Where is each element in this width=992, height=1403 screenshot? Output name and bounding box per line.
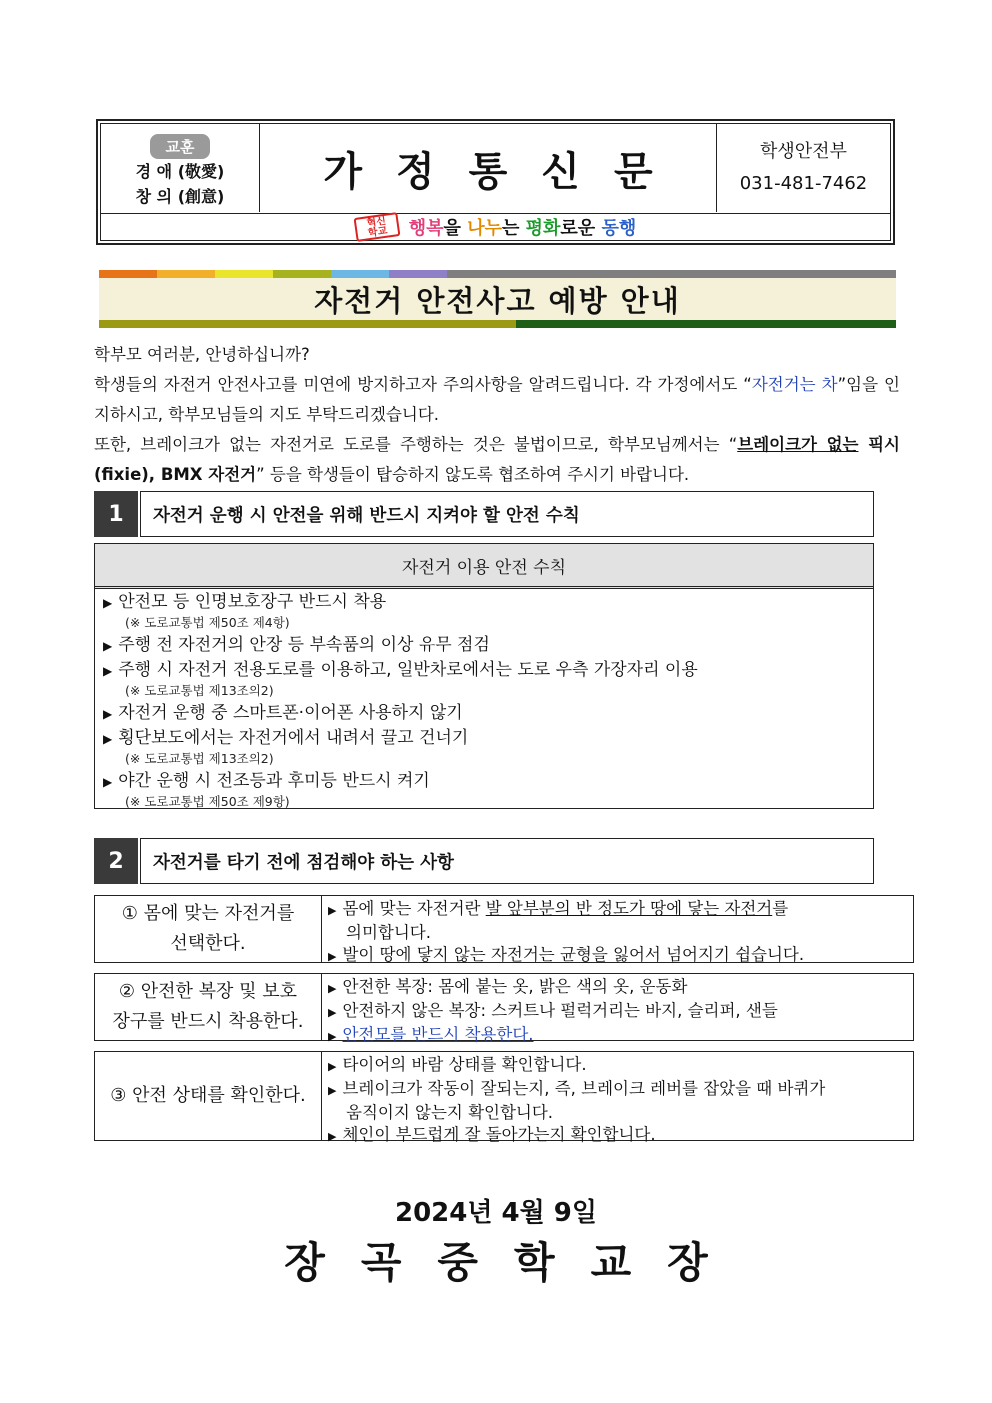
slogan-segment: 는 [501, 218, 526, 239]
school-principal: 장곡중학교장 [284, 1238, 744, 1287]
rule-note: (※ 도로교통법 제13조의2) [125, 683, 274, 698]
check-3-item-3 [328, 1124, 909, 1148]
safety-rules-table [94, 543, 874, 809]
check-3-label: ③ 안전 상태를 확인한다. [95, 1052, 322, 1140]
check-1-item-1-cont: 의미합니다. [346, 923, 431, 942]
rule-text: 주행 전 자전거의 안장 등 부속품의 이상 유무 점검 [118, 635, 490, 655]
check-2-item-1-text: 안전한 복장: 몸에 붙는 옷, 밝은 색의 옷, 운동화 [342, 977, 688, 996]
arrow-icon: ▶ [103, 664, 113, 678]
intro-p1-text-end: ”임을 인지하시고, 학부모님들의 지도 부탁드리겠습니다. [94, 375, 900, 424]
motto-line-2: 창 의 (創意) [135, 187, 225, 206]
arrow-icon: ▶ [103, 596, 113, 610]
rule-item [103, 727, 869, 750]
intro-highlight: 자전거는 차 [751, 375, 838, 394]
check-3-item-2 [328, 1078, 909, 1102]
rainbow-segment [447, 270, 896, 278]
arrow-icon: ▶ [328, 904, 337, 917]
rule-text: 횡단보도에서는 자전거에서 내려서 끌고 건너기 [118, 728, 469, 748]
rule-text: 야간 운행 시 전조등과 후미등 반드시 켜기 [118, 771, 430, 791]
safety-rules-list [103, 589, 869, 811]
check-2-label [95, 974, 322, 1040]
rule-item [103, 634, 869, 657]
check-1-label-line-2: 선택한다. [170, 933, 246, 954]
banner-bottom-bar [99, 320, 896, 328]
department-cell [717, 124, 890, 212]
check-2-label-line-2: 장구를 반드시 착용한다. [112, 1011, 304, 1032]
check-3-details [322, 1052, 913, 1144]
check-table-1 [94, 895, 914, 963]
check-3-item-1-text: 타이어의 바람 상태를 확인합니다. [342, 1055, 587, 1074]
section-2-title: 자전거를 타기 전에 점검해야 하는 사항 [140, 838, 874, 884]
arrow-icon: ▶ [103, 775, 113, 789]
banner-bottom-left [99, 320, 516, 328]
stamp-line-2: 학교 [367, 225, 388, 240]
arrow-icon: ▶ [328, 950, 337, 963]
banner-bottom-right [516, 320, 896, 328]
check-2-item-2-text: 안전하지 않은 복장: 스커트나 펄럭거리는 바지, 슬리퍼, 샌들 [342, 1001, 778, 1020]
check-2-item-3 [328, 1024, 909, 1048]
check-1-item-1-end: 를 [772, 899, 789, 918]
check-1-details [322, 896, 913, 962]
slogan-segment: 나누 [467, 218, 502, 239]
rainbow-segment [331, 270, 389, 278]
motto-badge: 교훈 [150, 134, 211, 159]
check-1-item-1-underline: 발 앞부분의 반 정도가 땅에 닿는 자전거 [485, 899, 773, 918]
section-1-header [94, 491, 874, 537]
intro-paragraph-2 [94, 430, 900, 490]
intro-text [94, 340, 900, 490]
school-slogan [409, 214, 636, 240]
arrow-icon: ▶ [328, 1006, 337, 1019]
check-2-item-2 [328, 1000, 909, 1024]
intro-paragraph-1 [94, 370, 900, 430]
rainbow-segment [389, 270, 447, 278]
newsletter-title: 가정통신문 [323, 148, 687, 195]
rainbow-segment [157, 270, 215, 278]
arrow-icon: ▶ [328, 1130, 337, 1143]
check-1-item-2 [328, 944, 909, 968]
rule-item [103, 770, 869, 793]
rule-item [103, 702, 869, 725]
slogan-row [101, 213, 890, 240]
check-1-label [95, 896, 322, 962]
rainbow-segment [99, 270, 157, 278]
rule-item [103, 659, 869, 682]
section-2-number: 2 [94, 838, 138, 884]
arrow-icon: ▶ [103, 732, 113, 746]
check-3-item-3-text: 체인이 부드럽게 잘 돌아가는지 확인합니다. [342, 1125, 656, 1144]
slogan-segment: 로운 [560, 218, 602, 239]
check-2-item-3-text: 안전모를 반드시 착용한다. [342, 1025, 534, 1044]
check-2-label-line-1: ② 안전한 복장 및 보호 [118, 981, 298, 1002]
intro-p1-text: 학생들의 자전거 안전사고를 미연에 방지하고자 주의사항을 알려드립니다. 각 가정에서도 “ [94, 375, 752, 394]
arrow-icon: ▶ [103, 707, 113, 721]
check-3-item-2-cont: 움직이지 않는지 확인합니다. [346, 1103, 554, 1122]
motto-cell [101, 124, 260, 212]
rule-text: 주행 시 자전거 전용도로를 이용하고, 일반차로에서는 도로 우측 가장자리 이용 [118, 660, 698, 680]
rule-note: (※ 도로교통법 제13조의2) [125, 751, 274, 766]
rule-item [103, 591, 869, 614]
section-2-header [94, 838, 874, 884]
header-inner [100, 123, 891, 241]
slogan-segment: 행복 [408, 218, 444, 239]
rainbow-segment [273, 270, 331, 278]
stamp-line-1: 혁신 [365, 215, 387, 230]
department-phone: 031-481-7462 [739, 173, 868, 194]
safety-rules-table-head: 자전거 이용 안전 수칙 [95, 544, 873, 589]
slogan-segment: 을 [443, 218, 468, 239]
slogan-segment: 평화 [525, 218, 561, 239]
arrow-icon: ▶ [328, 1030, 337, 1043]
rule-note: (※ 도로교통법 제50조 제4항) [125, 615, 290, 630]
title-cell [260, 124, 717, 212]
rule-text: 자전거 운행 중 스마트폰·이어폰 사용하지 않기 [118, 703, 463, 723]
rule-text: 안전모 등 인명보호장구 반드시 착용 [118, 592, 387, 612]
slogan-segment: 동행 [601, 218, 637, 239]
section-1-number: 1 [94, 491, 138, 537]
motto-line-1: 경 애 (敬愛) [135, 162, 225, 181]
arrow-icon: ▶ [328, 1084, 337, 1097]
innovation-school-stamp [353, 212, 400, 242]
section-1-title: 자전거 운행 시 안전을 위해 반드시 지켜야 할 안전 수칙 [140, 491, 874, 537]
intro-bold: 픽시(fixie), BMX 자전거 [94, 435, 900, 484]
check-2-details [322, 974, 913, 1044]
check-2-item-1 [328, 976, 909, 1000]
intro-underline: 브레이크가 없는 [737, 435, 859, 454]
banner-rainbow-bar [99, 270, 896, 278]
check-3-item-1 [328, 1054, 909, 1078]
check-1-item-1-text: 몸에 맞는 자전거란 [342, 899, 486, 918]
rule-note: (※ 도로교통법 제50조 제9항) [125, 794, 290, 809]
intro-p2-text: 또한, 브레이크가 없는 자전거로 도로를 주행하는 것은 불법이므로, 학부모님께서는 “ [94, 435, 738, 454]
greeting: 학부모 여러분, 안녕하십니까? [94, 345, 310, 364]
banner-title: 자전거 안전사고 예방 안내 [314, 283, 681, 318]
arrow-icon: ▶ [328, 1060, 337, 1073]
arrow-icon: ▶ [103, 639, 113, 653]
arrow-icon: ▶ [328, 982, 337, 995]
rainbow-segment [215, 270, 273, 278]
check-1-item-1 [328, 898, 909, 922]
check-table-3 [94, 1051, 914, 1144]
check-1-label-line-1: ① 몸에 맞는 자전거를 [121, 903, 295, 924]
check-table-2 [94, 973, 914, 1044]
check-1-item-2-text: 발이 땅에 닿지 않는 자전거는 균형을 잃어서 넘어지기 쉽습니다. [342, 945, 805, 964]
check-3-item-2-text: 브레이크가 작동이 잘되는지, 즉, 브레이크 레버를 잡았을 때 바퀴가 [342, 1079, 826, 1098]
intro-p2-text-end: ” 등을 학생들이 탑승하지 않도록 협조하여 주시기 바랍니다. [256, 465, 690, 484]
title-banner [99, 278, 896, 320]
newsletter-header [96, 119, 895, 245]
issue-date: 2024년 4월 9일 [395, 1198, 597, 1228]
department-name: 학생안전부 [760, 141, 847, 162]
